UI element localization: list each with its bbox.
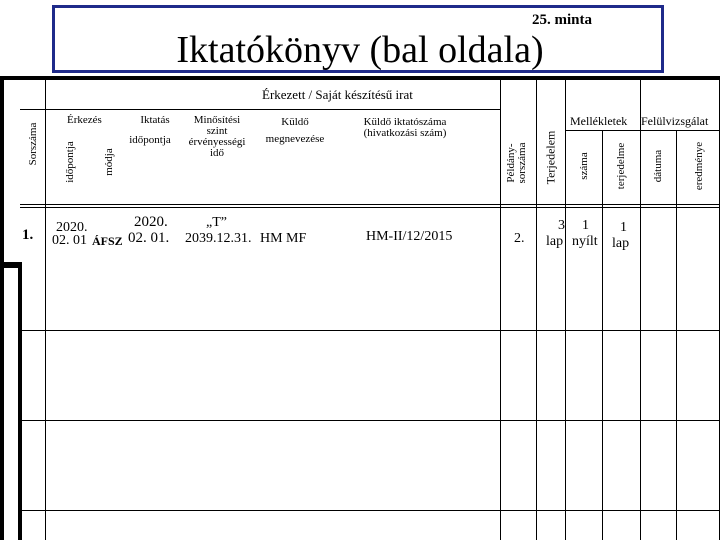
header-divider [20,109,500,110]
row1-sorszam: 1. [22,227,34,243]
header-bottom-line [20,204,720,205]
col-iktatoszam: Küldő iktatószáma (hivatkozási szám) [363,116,447,139]
row1-iktatas-date: 02. 01. [128,230,170,246]
row-line [20,510,720,511]
col-line [565,80,566,540]
row1-kuldo: HM MF [260,231,307,246]
col-felulvizsgalat-eredmenye: eredménye [693,141,705,191]
row1-erkezes-date: 02. 01 [52,233,87,248]
col-line [500,80,501,540]
col-line [676,130,677,540]
col-peldany: Példány- sorszáma [505,142,528,184]
row1-peldany: 2. [514,231,525,246]
row1-terjedelem-unit: lap [546,234,564,249]
col-felulvizsgalat-datuma: dátuma [652,149,664,183]
col-mellekletek: Mellékletek [570,114,628,128]
col-erkezes: Érkezés [67,114,102,126]
row1-minosites-level: „T” [206,215,227,230]
col-melleklet-szama: száma [578,152,590,180]
row-line [20,330,720,331]
col-melleklet-terjedelme: terjedelme [615,142,627,190]
row1-iktatoszam: HM-II/12/2015 [366,229,453,244]
row-line [20,420,720,421]
col-erkezes-idopontja: időpontja [64,141,76,183]
col-minosites: Minősítési szint érvényességi idő [188,114,246,159]
col-line [536,80,537,540]
col-terjedelem: Terjedelem [543,130,558,185]
row1-melleklet-terj-unit: lap [612,236,630,251]
col-line [45,80,46,540]
row1-melleklet-szama-text: nyílt [572,234,598,249]
col-line [640,80,641,540]
header-bottom-line-2 [20,207,720,208]
col-sorszam: Sorszáma [27,122,39,166]
group-header: Érkezett / Saját készítésű irat [262,87,413,102]
row1-melleklet-szama-num: 1 [582,218,589,233]
col-iktatas: Iktatás időpontja [129,114,171,146]
col-line [602,130,603,540]
row1-modja: ÁFSZ [92,234,123,248]
col-kuldo: Küldő megnevezése [265,116,325,145]
col-felulvizsgalat: Felülvizsgálat [641,114,709,128]
row1-terjedelem-num: 3 [558,218,565,233]
sample-label: 25. minta [532,12,592,28]
row1-melleklet-terj-num: 1 [620,220,627,235]
page-title: Iktatókönyv (bal oldala) [176,29,544,71]
left-thick-border [18,262,22,540]
row1-erkezes-year: 2020. [56,220,88,235]
col-erkezes-modja: módja [103,148,115,176]
row1-minosites-date: 2039.12.31. [185,231,252,246]
row1-iktatas-year: 2020. [134,214,168,230]
